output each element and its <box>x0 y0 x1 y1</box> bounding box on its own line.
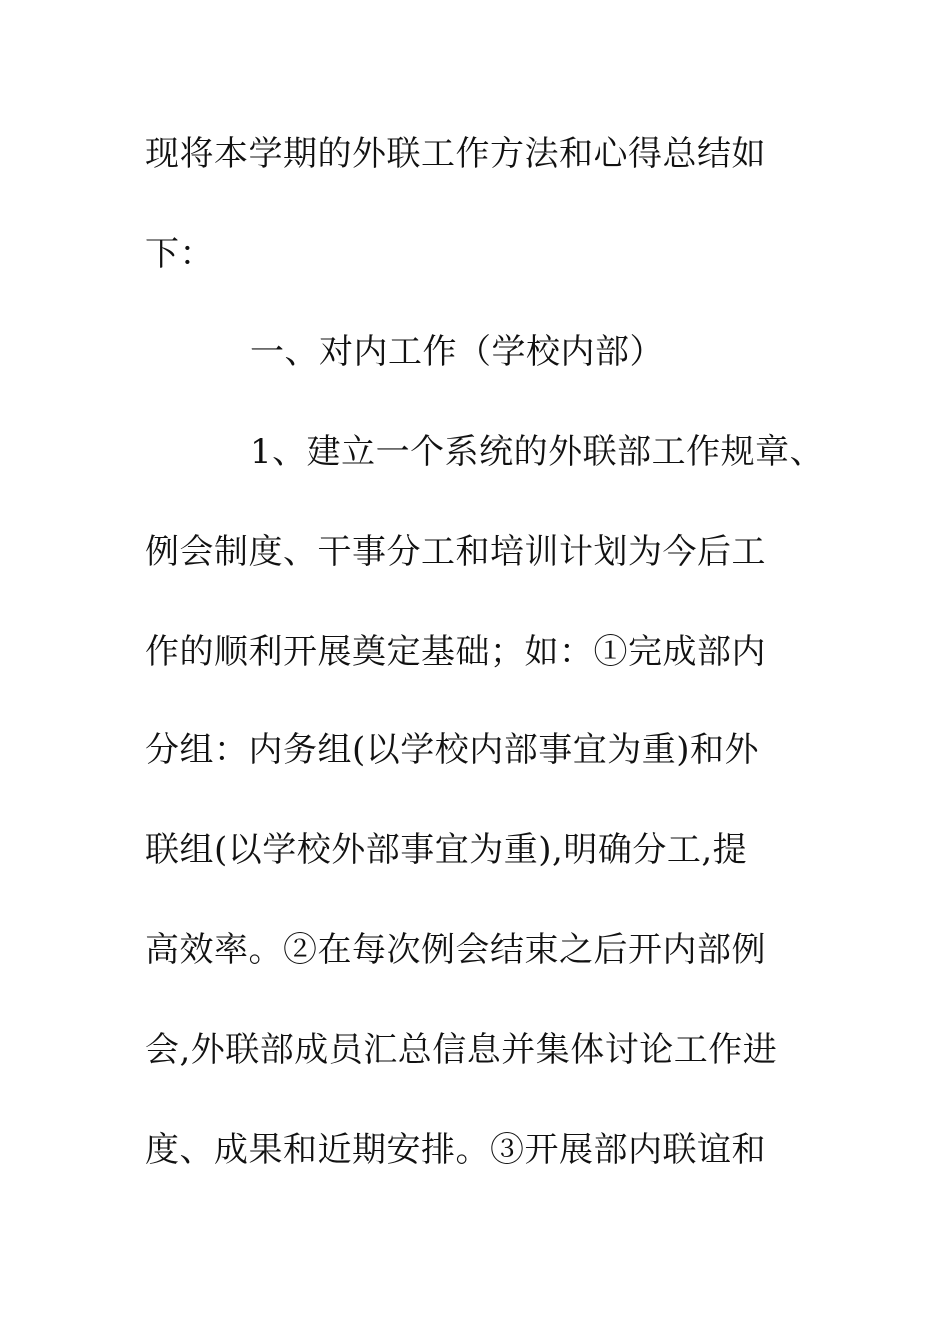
paragraph-line: 分组：内务组(以学校内部事宜为重)和外 <box>145 730 760 770</box>
paragraph-line: 作的顺利开展奠定基础；如：①完成部内 <box>145 632 766 672</box>
paragraph-line: 例会制度、干事分工和培训计划为今后工 <box>145 532 766 572</box>
paragraph-line: 下： <box>145 234 214 274</box>
list-item-start: 1、建立一个系统的外联部工作规章、 <box>250 432 825 472</box>
paragraph-line: 联组(以学校外部事宜为重),明确分工,提 <box>145 830 748 870</box>
paragraph-line: 现将本学期的外联工作方法和心得总结如 <box>145 134 766 174</box>
section-heading: 一、对内工作（学校内部） <box>250 332 664 372</box>
paragraph-line: 会,外联部成员汇总信息并集体讨论工作进 <box>145 1030 778 1070</box>
paragraph-line: 度、成果和近期安排。③开展部内联谊和 <box>145 1130 766 1170</box>
paragraph-line: 高效率。②在每次例会结束之后开内部例 <box>145 930 766 970</box>
